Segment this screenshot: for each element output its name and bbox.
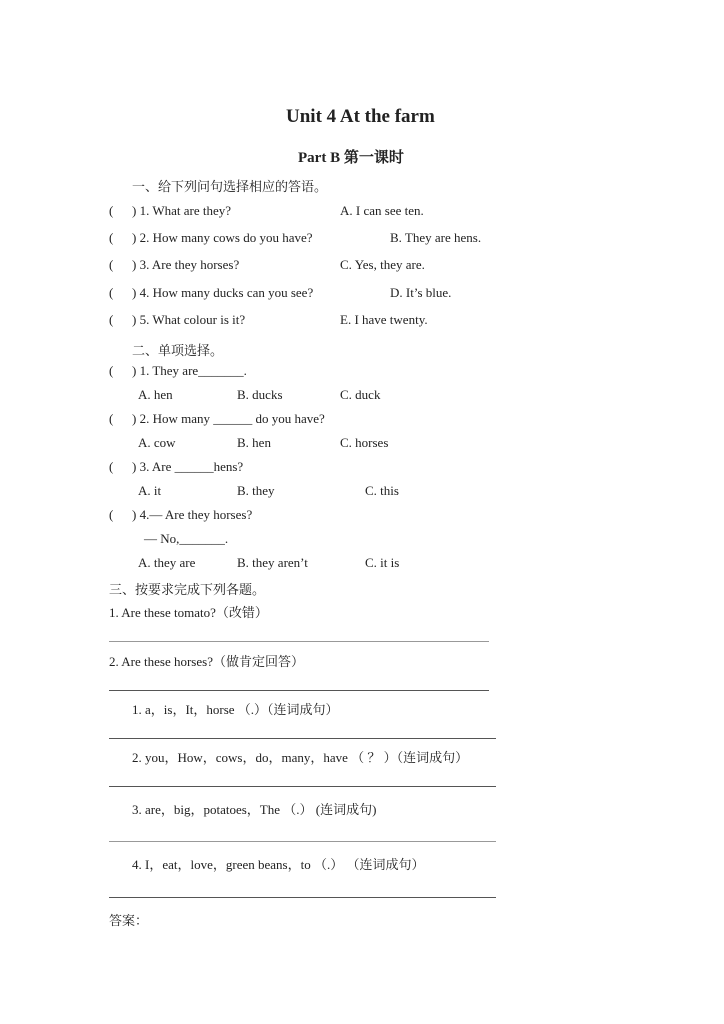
answer-line [109, 690, 489, 691]
task-text: 2. you，How，cows，do，many，have （ ？ ）（连词成句） [132, 750, 469, 765]
answer-label: 答案： [109, 913, 149, 928]
choice-a: A. they are [138, 555, 196, 570]
answer-paren: ( [109, 363, 114, 378]
answer-line [109, 841, 496, 842]
task-text: 3. are，big，potatoes，The （.） (连词成句) [132, 802, 377, 817]
choice-c: C. duck [340, 387, 381, 402]
answer-line [109, 641, 489, 642]
task-text: 1. a，is，It，horse （.）（连词成句） [132, 702, 339, 717]
answer-paren: ( [109, 411, 114, 426]
reply-text: — No,_______. [144, 531, 229, 546]
choice-a: A. cow [138, 435, 176, 450]
choice-c: C. horses [340, 435, 389, 450]
choice-b: B. hen [237, 435, 271, 450]
choice-a: A. it [138, 483, 162, 498]
question-text: ) 2. How many cows do you have? [132, 230, 313, 245]
task-text: 2. Are these horses?（做肯定回答） [109, 654, 304, 669]
choice-b: B. they aren’t [237, 555, 308, 570]
answer-paren: ( [109, 507, 114, 522]
answer-paren: ( [109, 203, 114, 218]
answer-paren: ( [109, 257, 114, 272]
answer-paren: ( [109, 230, 114, 245]
answer-option: E. I have twenty. [340, 312, 428, 327]
task-text: 4. I，eat，love，green beans，to （.） （连词成句） [132, 857, 425, 872]
question-text: ) 4. How many ducks can you see? [132, 285, 314, 300]
answer-paren: ( [109, 285, 114, 300]
answer-option: A. I can see ten. [340, 203, 424, 218]
question-text: ) 2. How many ______ do you have? [132, 411, 325, 426]
question-text: ) 1. What are they? [132, 203, 232, 218]
choice-b: B. ducks [237, 387, 283, 402]
question-text: ) 3. Are ______hens? [132, 459, 244, 474]
question-text: ) 4.— Are they horses? [132, 507, 253, 522]
choice-c: C. it is [365, 555, 400, 570]
answer-paren: ( [109, 459, 114, 474]
answer-option: C. Yes, they are. [340, 257, 425, 272]
answer-option: D. It’s blue. [390, 285, 452, 300]
answer-line [109, 897, 496, 898]
choice-b: B. they [237, 483, 275, 498]
question-text: ) 5. What colour is it? [132, 312, 246, 327]
answer-option: B. They are hens. [390, 230, 482, 245]
question-text: ) 3. Are they horses? [132, 257, 240, 272]
choice-c: C. this [365, 483, 399, 498]
answer-paren: ( [109, 312, 114, 327]
section2-heading: 二、单项选择。 [132, 343, 224, 358]
page-subtitle: Part B 第一课时 [298, 150, 404, 166]
choice-a: A. hen [138, 387, 173, 402]
section1-heading: 一、给下列问句选择相应的答语。 [132, 179, 328, 194]
question-text: ) 1. They are_______. [132, 363, 247, 378]
page-title: Unit 4 At the farm [286, 106, 435, 127]
answer-line [109, 738, 496, 739]
answer-line [109, 786, 496, 787]
task-text: 1. Are these tomato?（改错） [109, 605, 268, 620]
section3-heading: 三、按要求完成下列各题。 [109, 582, 266, 597]
